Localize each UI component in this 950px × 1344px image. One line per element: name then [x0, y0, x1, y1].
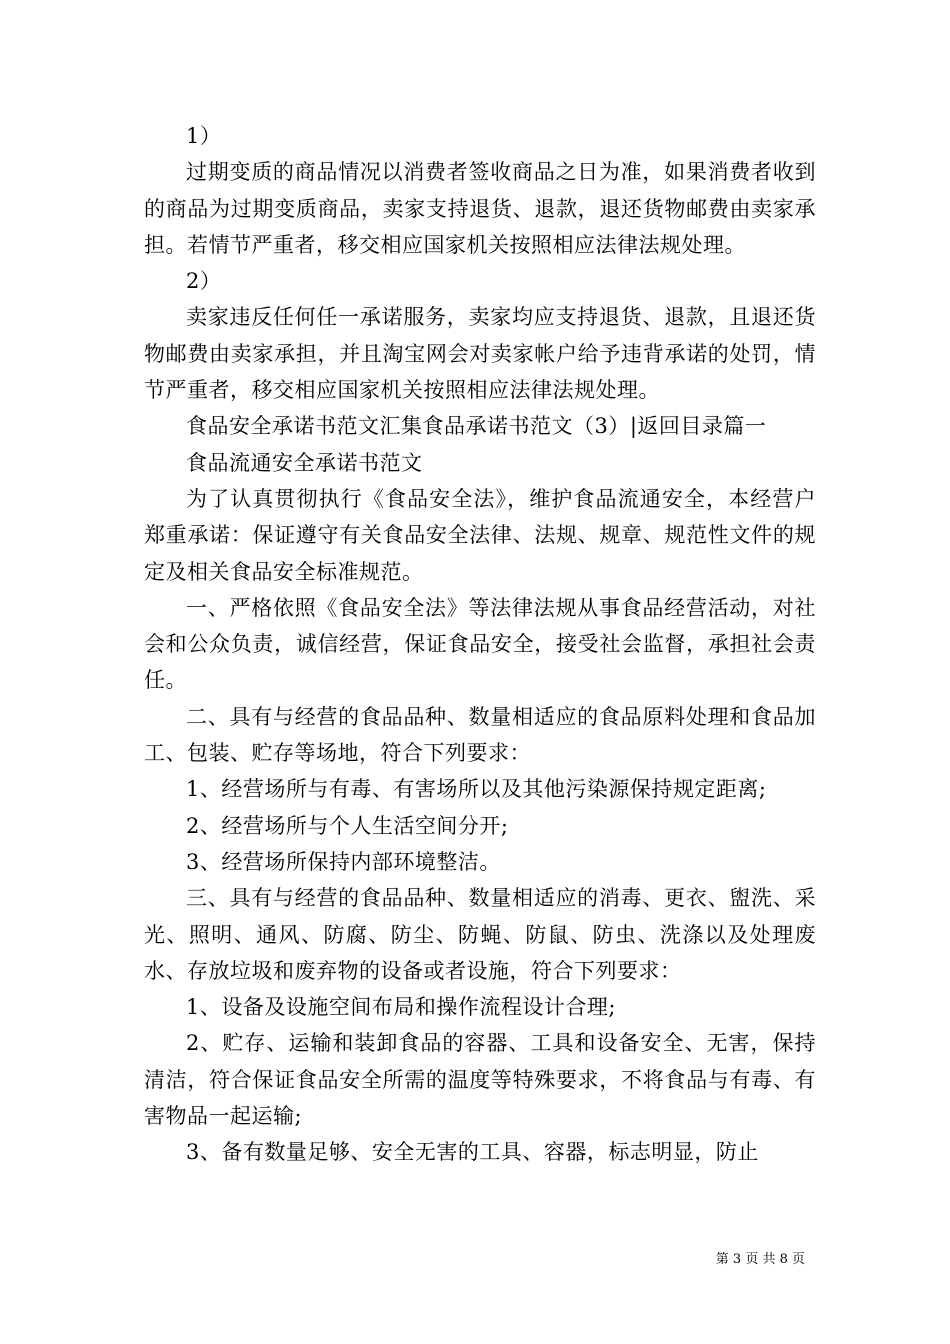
paragraph-clause-2-item-3: 3、经营场所保持内部环境整洁。 [186, 849, 501, 874]
paragraph-item-2-marker: 2） [186, 269, 222, 294]
paragraph-seller-violation: 卖家违反任何任一承诺服务，卖家均应支持退货、退款，且退还货物邮费由卖家承担，并且淘宝网会对卖家帐户给予违背承诺的处罚，情节严重者，移交相应国家机关按照相应法律法规处理。 [144, 305, 816, 403]
paragraph-item-1-marker: 1） [186, 124, 222, 148]
paragraph-clause-3-item-3: 3、备有数量足够、安全无害的工具、容器，标志明显，防止 [186, 1140, 759, 1165]
paragraph-clause-3-item-2: 2、贮存、运输和装卸食品的容器、工具和设备安全、无害，保持清洁，符合保证食品安全所需的温度等特殊要求，不将食品与有毒、有害物品一起运输; [144, 1031, 816, 1129]
document-body [144, 118, 816, 1171]
paragraph-clause-2: 二、具有与经营的食品品种、数量相适应的食品原料处理和食品加工、包装、贮存等场地，符合下列要求： [144, 704, 816, 766]
paragraph-clause-1: 一、严格依照《食品安全法》等法律法规从事食品经营活动，对社会和公众负责，诚信经营，保证食品安全，接受社会监督，承担社会责任。 [144, 595, 816, 693]
paragraph-intro: 为了认真贯彻执行《食品安全法》，维护食品流通安全，本经营户郑重承诺：保证遵守有关食品安全法律、法规、规章、规范性文件的规定及相关食品安全标准规范。 [144, 486, 816, 584]
paragraph-clause-2-item-1: 1、经营场所与有毒、有害场所以及其他污染源保持规定距离; [186, 777, 767, 802]
paragraph-clause-2-item-2: 2、经营场所与个人生活空间分开; [186, 813, 509, 838]
paragraph-clause-3-item-1: 1、设备及设施空间布局和操作流程设计合理; [186, 995, 616, 1020]
paragraph-expired-goods: 过期变质的商品情况以消费者签收商品之日为准，如果消费者收到的商品为过期变质商品，卖家支持退货、退款，退还货物邮费由卖家承担。若情节严重者，移交相应国家机关按照相应法律法规处理。 [144, 160, 816, 257]
page-number-footer: 第 3 页 共 8 页 [715, 1252, 805, 1267]
paragraph-section-link: 食品安全承诺书范文汇集食品承诺书范文（3）|返回目录篇一 [186, 414, 767, 439]
paragraph-clause-3: 三、具有与经营的食品品种、数量相适应的消毒、更衣、盥洗、采光、照明、通风、防腐、防尘、防蝇、防鼠、防虫、洗涤以及处理废水、存放垃圾和废弃物的设备或者设施，符合下列要求： [144, 886, 816, 983]
paragraph-section-title: 食品流通安全承诺书范文 [186, 450, 423, 475]
